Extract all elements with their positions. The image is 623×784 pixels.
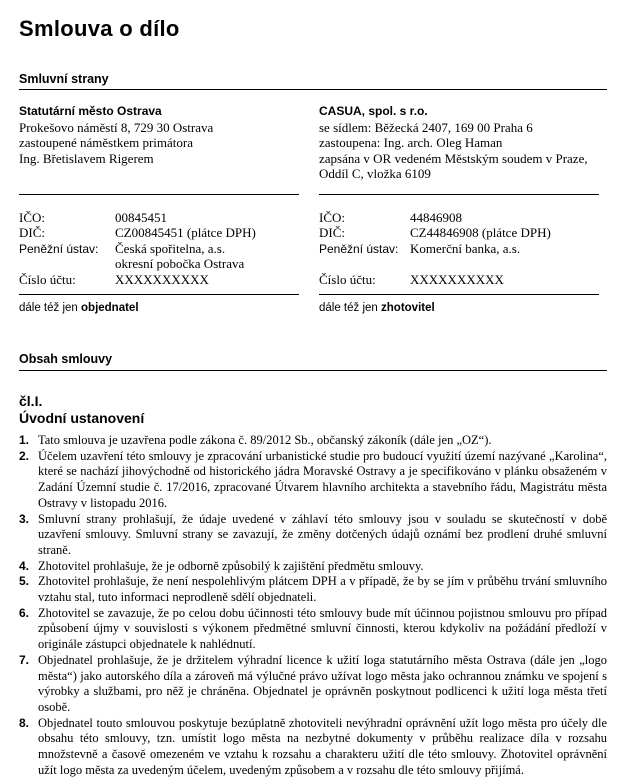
item-text: Smluvní strany prohlašují, že údaje uvedené v záhlaví této smlouvy jsou v souladu se skutečností v době uzavření smlouvy. Smluvní strany se zavazují, že změny dotčených údajů oznámí bez prodlení druhé smluvní straně. (38, 511, 607, 557)
party-left-block (19, 104, 213, 166)
party-right-details (319, 211, 609, 291)
item-text: Účelem uzavření této smlouvy je zpracování urbanistické studie pro budoucí využití území nazývané „Karolina“, které se nachází jihovýchodně od historického jádra Moravské Ostravy a je specifikováno v plánku obsaženém v Zadání Územní studie č. 17/2016, zpracované Útvarem hlavního architekta a stavebního řádu, Magistrátu města Ostravy v listopadu 2016. (38, 448, 607, 510)
item-number: 7. (19, 652, 30, 667)
bank-value: Komerční banka, a.s. (410, 241, 521, 256)
party-left-details (19, 211, 309, 291)
role-name: zhotovitel (381, 302, 435, 314)
bank-value: okresní pobočka Ostrava (115, 256, 245, 271)
party-right-name: CASUA, spol. s r.o. (319, 104, 428, 118)
item-text: Objednatel prohlašuje, že je držitelem výhradní licence k užití loga statutárního města Ostrava (dále jen „logo města“) jako autorského díla a zároveň má výlučné právo užívat logo města jako ochrannou známku ve spojení s výrobky a službami, pro něž je chráněna. Objednatel je oprávněn poskytnout podlicenci k užití loga města třetí osobě. (38, 652, 607, 714)
party-left-role (19, 302, 139, 314)
list-item (19, 449, 607, 512)
item-number: 3. (19, 511, 30, 526)
list-item (19, 512, 607, 559)
article-items (19, 433, 607, 778)
party-left-line: Prokešovo náměstí 8, 729 30 Ostrava (19, 119, 214, 135)
party-right-divider (319, 294, 599, 295)
list-item (19, 433, 607, 449)
ico-value: 00845451 (115, 210, 167, 225)
party-right-block (319, 104, 588, 182)
list-item (19, 574, 607, 605)
party-left-divider (19, 294, 299, 295)
item-number: 2. (19, 448, 30, 463)
item-number: 1. (19, 433, 30, 447)
bank-value: Česká spořitelna, a.s. (115, 241, 226, 256)
party-left-name: Statutární město Ostrava (19, 104, 162, 118)
account-value: XXXXXXXXXX (115, 272, 209, 287)
item-text: Objednatel touto smlouvou poskytuje bezúplatně zhotoviteli nevýhradní oprávnění užít logo města pro účely dle obsahu této smlouvy, tzn. umístit logo města na nezbytné dokumenty v průběhu realizace díla v rozsahu množstevně a časově omezeném ve vztahu k rozsahu a charakteru užití dle této smlouvy. Zhotovitel oprávnění užít logo města za uvedeným účelem, uvedeným způsobem a v rozsahu dle této smlouvy přijímá. (38, 715, 607, 777)
ico-label: IČO: (319, 210, 345, 225)
item-number: 5. (19, 574, 30, 589)
section-divider (19, 370, 607, 371)
item-text: Zhotovitel prohlašuje, že je odborně způsobilý k zajištění předmětu smlouvy. (38, 558, 424, 573)
party-left-line: Ing. Břetislavem Rigerem (19, 150, 154, 166)
article-number: čl.I. (19, 393, 43, 409)
list-item (19, 716, 607, 779)
party-right-line: zastoupena: Ing. arch. Oleg Haman (319, 135, 503, 150)
section-heading-parties: Smluvní strany (19, 72, 109, 86)
list-item (19, 653, 607, 716)
party-right-line: se sídlem: Běžecká 2407, 169 00 Praha 6 (319, 119, 533, 135)
role-prefix: dále též jen (19, 302, 82, 314)
party-right-line: Oddíl C, vložka 6109 (319, 166, 431, 181)
section-divider (19, 89, 607, 90)
party-left-divider (19, 194, 299, 195)
dic-label: DIČ: (319, 225, 345, 240)
document-title: Smlouva o dílo (19, 16, 180, 41)
item-number: 4. (19, 558, 30, 573)
ico-value: 44846908 (410, 210, 462, 225)
item-number: 8. (19, 715, 30, 730)
list-item (19, 559, 607, 575)
item-number: 6. (19, 605, 30, 620)
party-right-role (319, 302, 435, 314)
article-title: Úvodní ustanovení (19, 410, 145, 426)
account-label: Číslo účtu: (19, 272, 76, 287)
role-name: objednatel (81, 302, 139, 314)
party-right-divider (319, 194, 599, 195)
role-prefix: dále též jen (319, 302, 382, 314)
bank-label: Peněžní ústav: (319, 242, 399, 256)
list-item (19, 606, 607, 653)
dic-label: DIČ: (19, 225, 45, 240)
item-text: Tato smlouva je uzavřena podle zákona č. 89/2012 Sb., občanský zákoník (dále jen „OZ“). (38, 433, 492, 447)
dic-value: CZ44846908 (plátce DPH) (410, 225, 551, 240)
ico-label: IČO: (19, 210, 45, 225)
bank-label: Peněžní ústav: (19, 242, 99, 256)
item-text: Zhotovitel se zavazuje, že po celou dobu účinnosti této smlouvy bude mít účinnou pojistnou smlouvu pro případ způsobení újmy v souvislosti s výkonem předmětné smluvní činnosti, kterou kdykoliv na požádání předloží v originále zástupci objednatele k nahlédnutí. (38, 605, 607, 652)
account-value: XXXXXXXXXX (410, 272, 504, 287)
item-text: Zhotovitel prohlašuje, že není nespolehlivým plátcem DPH a v případě, že by se jím v průběhu trvání smluvního vztahu stal, tuto informaci neprodleně sdělí objednateli. (38, 574, 607, 605)
party-left-line: zastoupené náměstkem primátora (19, 135, 193, 150)
section-heading-content: Obsah smlouvy (19, 352, 113, 366)
account-label: Číslo účtu: (319, 272, 376, 287)
party-right-line: zapsána v OR vedeném Městským soudem v Praze, (319, 150, 588, 166)
dic-value: CZ00845451 (plátce DPH) (115, 225, 256, 240)
